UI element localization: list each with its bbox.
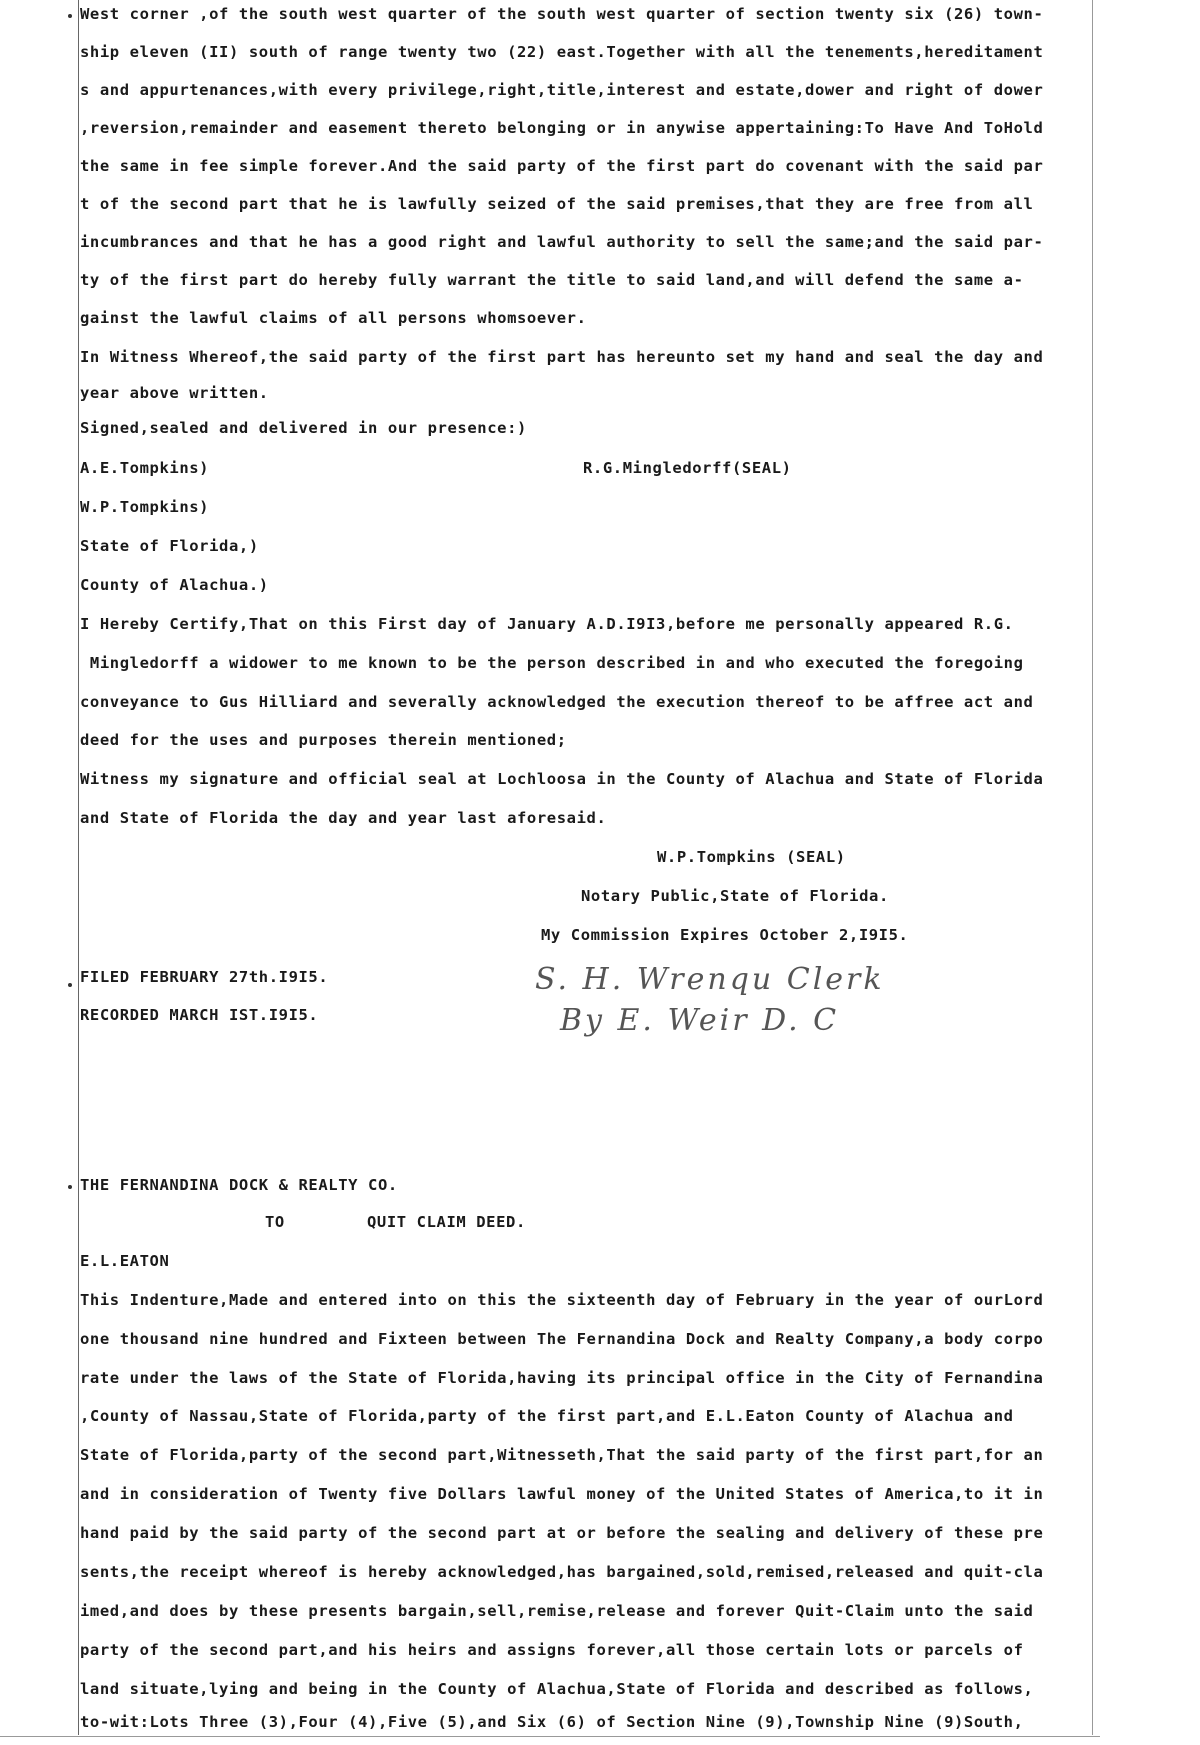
margin-dot [68,1185,72,1189]
deed-text-line: gainst the lawful claims of all persons whomsoever. [80,309,587,327]
indenture-line: one thousand nine hundred and Fixteen between The Fernandina Dock and Realty Company,a body corpo [80,1330,1044,1348]
indenture-line: land situate,lying and being in the County of Alachua,State of Florida and described as follows, [80,1680,1034,1698]
witness-clause-line: year above written. [80,384,269,402]
second-deed-grantee: E.L.EATON [80,1252,170,1270]
indenture-line: State of Florida,party of the second part,Witnesseth,That the said party of the first part,for an [80,1446,1044,1464]
indenture-line: party of the second part,and his heirs and assigns forever,all those certain lots or parcels of [80,1641,1024,1659]
deed-text-line: t of the second part that he is lawfully seized of the said premises,that they are free from all [80,195,1034,213]
indenture-line: and in consideration of Twenty five Dollars lawful money of the United States of America,to it in [80,1485,1044,1503]
state-venue: State of Florida,) [80,537,259,555]
indenture-line: ,County of Nassau,State of Florida,party of the first part,and E.L.Eaton County of Alachua and [80,1407,1014,1425]
witness-1-name: A.E.Tompkins) [80,459,210,477]
indenture-line: rate under the laws of the State of Florida,having its principal office in the City of Fernandina [80,1369,1044,1387]
left-margin-rule [78,0,79,1735]
to-label: TO [265,1213,285,1231]
margin-dot [68,983,72,987]
margin-dot [68,14,72,18]
acknowledgment-line: and State of Florida the day and year last aforesaid. [80,809,607,827]
indenture-line: hand paid by the said party of the second part at or before the sealing and delivery of these pre [80,1524,1044,1542]
deed-text-line: ty of the first part do hereby fully warrant the title to said land,and will defend the same a- [80,271,1024,289]
deputy-clerk-handwritten-signature: By E. Weir D. C [560,1003,840,1038]
deed-text-line: s and appurtenances,with every privilege,right,title,interest and estate,dower and right of dower [80,81,1044,99]
recorded-date: RECORDED MARCH IST.I9I5. [80,1006,319,1024]
acknowledgment-line: conveyance to Gus Hilliard and severally acknowledged the execution thereof to be affree act and [80,693,1034,711]
commission-expiry: My Commission Expires October 2,I9I5. [541,926,909,944]
witness-clause-line: In Witness Whereof,the said party of the first part has hereunto set my hand and seal the day and [80,348,1044,366]
witness-2-name: W.P.Tompkins) [80,498,210,516]
deed-text-line: ,reversion,remainder and easement thereto belonging or in anywise appertaining:To Have And ToHold [80,119,1044,137]
acknowledgment-line: deed for the uses and purposes therein mentioned; [80,731,567,749]
acknowledgment-line: Mingledorff a widower to me known to be the person described in and who executed the foregoing [80,654,1024,672]
indenture-line: This Indenture,Made and entered into on this the sixteenth day of February in the year of ourLord [80,1291,1044,1309]
second-deed-grantor: THE FERNANDINA DOCK & REALTY CO. [80,1176,398,1194]
notary-signature: W.P.Tompkins (SEAL) [657,848,846,866]
signed-sealed-line: Signed,sealed and delivered in our presence:) [80,419,527,437]
notary-title: Notary Public,State of Florida. [581,887,889,905]
indenture-line: sents,the receipt whereof is hereby acknowledged,has bargained,sold,remised,released and quit-cla [80,1563,1044,1581]
grantor-signature: R.G.Mingledorff(SEAL) [583,459,792,477]
clerk-handwritten-signature: S. H. Wrenqu Clerk [535,962,885,997]
indenture-line: imed,and does by these presents bargain,sell,remise,release and forever Quit-Claim unto the said [80,1602,1034,1620]
filed-date: FILED FEBRUARY 27th.I9I5. [80,968,329,986]
deed-text-line: the same in fee simple forever.And the said party of the first part do covenant with the said par [80,157,1044,175]
indenture-line: to-wit:Lots Three (3),Four (4),Five (5),and Six (6) of Section Nine (9),Township Nine (9)South, [80,1713,1024,1731]
bottom-page-edge [0,1736,1100,1737]
acknowledgment-line: Witness my signature and official seal at Lochloosa in the County of Alachua and State of Florida [80,770,1044,788]
deed-type: QUIT CLAIM DEED. [367,1213,526,1231]
acknowledgment-line: I Hereby Certify,That on this First day of January A.D.I9I3,before me personally appeared R.G. [80,615,1014,633]
county-venue: County of Alachua.) [80,576,269,594]
deed-text-line: West corner ,of the south west quarter of the south west quarter of section twenty six (26) town- [80,5,1044,23]
deed-text-line: incumbrances and that he has a good right and lawful authority to sell the same;and the said par- [80,233,1044,251]
deed-text-line: ship eleven (II) south of range twenty two (22) east.Together with all the tenements,hereditament [80,43,1044,61]
right-margin-rule [1092,0,1093,1735]
